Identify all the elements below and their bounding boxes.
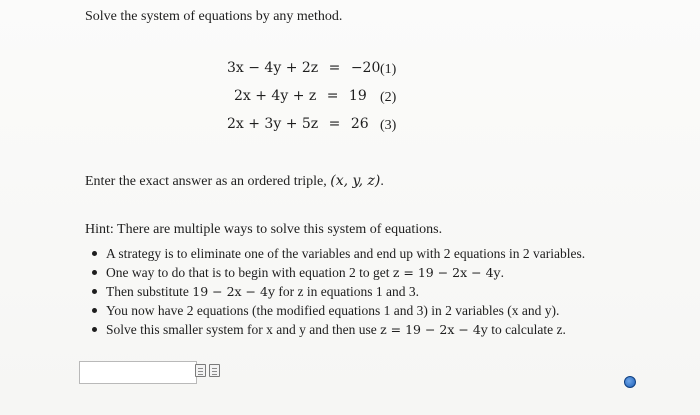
answer-instruction-text: Enter the exact answer as an ordered triple, — [85, 174, 327, 189]
hint-text: One way to do that is to begin with equation 2 to get — [106, 265, 390, 280]
equation-2-rhs: 19 — [348, 88, 367, 104]
equation-3: 2x + 3y + 5z = 26 — [227, 116, 369, 132]
equation-1-label: (1) — [380, 62, 397, 77]
hint-math: 19 − 2x − 4y — [192, 284, 276, 299]
answer-instruction-end: . — [380, 174, 384, 189]
hint-item — [90, 320, 585, 339]
pointer-cursor-icon — [624, 376, 636, 388]
equation-1: 3x − 4y + 2z = −20 — [227, 60, 381, 76]
equation-2-label: (2) — [380, 90, 397, 105]
equation-3-rhs: 26 — [350, 116, 369, 132]
hint-math: z = 19 − 2x − 4y — [380, 322, 488, 337]
hint-text: You now have 2 equations (the modified equations 1 and 3) in 2 variables (x and y). — [106, 303, 560, 318]
hint-text-end: for z in equations 1 and 3. — [278, 284, 419, 299]
hint-text: Then substitute — [106, 284, 189, 299]
ordered-triple: (x, y, z) — [330, 173, 381, 189]
equation-3-lhs: 2x + 3y + 5z — [227, 116, 319, 132]
hint-math: z = 19 − 2x − 4y — [392, 265, 501, 280]
question-prompt: Solve the system of equations by any method. — [85, 9, 343, 24]
document-icon[interactable] — [209, 364, 220, 377]
answer-input[interactable] — [79, 361, 197, 384]
hint-item — [90, 282, 585, 301]
hint-text-end: to calculate z. — [491, 322, 566, 337]
equation-3-label: (3) — [380, 118, 397, 133]
equation-2-lhs: 2x + 4y + z — [234, 88, 317, 104]
hint-item — [90, 244, 585, 263]
hint-item — [90, 301, 585, 320]
equation-1-lhs: 3x − 4y + 2z — [227, 60, 319, 76]
hint-item — [90, 263, 585, 282]
hint-list — [90, 244, 585, 339]
hint-text: Solve this smaller system for x and y and then use — [106, 322, 377, 337]
hint-text: A strategy is to eliminate one of the variables and end up with 2 equations in 2 variables. — [106, 246, 586, 261]
equation-2: 2x + 4y + z = 19 — [234, 88, 367, 104]
equation-1-rhs: −20 — [350, 60, 381, 76]
hint-title: Hint: There are multiple ways to solve this system of equations. — [85, 222, 443, 237]
equation-editor-icon[interactable] — [195, 364, 206, 377]
answer-instruction — [85, 173, 384, 190]
hint-text-end: . — [500, 265, 504, 280]
